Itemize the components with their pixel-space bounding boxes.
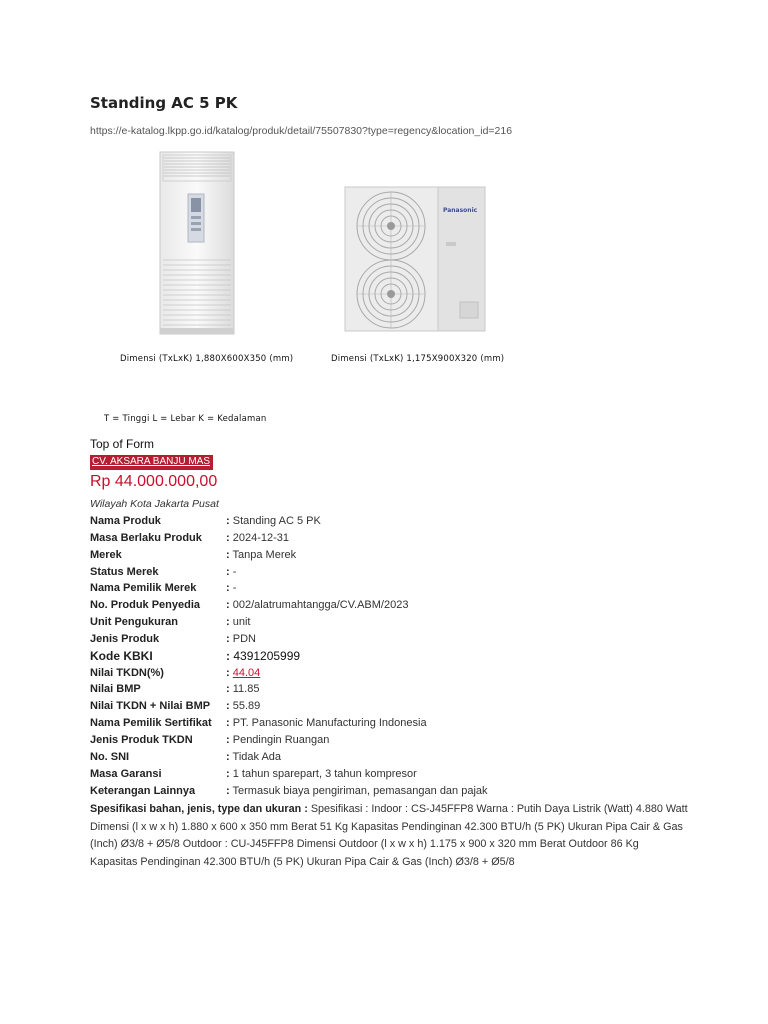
spec-label: Nama Produk: [90, 515, 161, 527]
spec-table: [90, 513, 690, 799]
spec-value: 002/alatrumahtangga/CV.ABM/2023: [232, 599, 409, 612]
specification-description: [90, 801, 688, 871]
spec-value: Standing AC 5 PK: [232, 515, 321, 527]
spec-label: Status Merek: [90, 565, 159, 578]
spec-label: Unit Pengukuran: [90, 616, 179, 629]
spec-row-jenis-tkdn: Jenis Produk TKDN : Pendingin Ruangan: [90, 732, 690, 749]
spec-label: No. Produk Penyedia: [90, 599, 201, 612]
spec-value: Termasuk biaya pengiriman, pemasangan dan pajak: [232, 784, 488, 797]
tkdn-value-link[interactable]: 44.04: [232, 666, 261, 679]
spec-row-tkdn-bmp: Nilai TKDN + Nilai BMP : 55.89: [90, 698, 690, 715]
spec-row-bmp: Nilai BMP : 11.85: [90, 681, 690, 698]
spec-value: -: [232, 582, 237, 595]
spec-row-tkdn: Nilai TKDN(%) : 44.04: [90, 665, 690, 682]
spec-value: PDN: [232, 632, 256, 645]
specification-text: Spesifikasi : Indoor : CS-J45FFP8 Warna : Putih Daya Listrik (Watt) 4.880 Watt Dimensi (l x w x h) 1.880 x 600 x 350 mm Berat 51 Kg Kapasitas Pendinginan 42.300 BTU/h (5 PK) Ukuran Pipa Cair & Gas (Inch) Ø3/8 + Ø5/8 Outdoor : CU-J45FFP8 Dimensi Outdoor (l x w x h) 1.175 x 900 x 320 mm Berat Outdoor 86 Kg Kapasitas Pendinginan 42.300 BTU/h (5 PK) Ukuran Pipa Cair & Gas (Inch) Ø3/8 + Ø5/8: [90, 803, 688, 868]
spec-row-sni: No. SNI : Tidak Ada: [90, 749, 690, 766]
page-title: Standing AC 5 PK: [90, 94, 238, 112]
spec-value: PT. Panasonic Manufacturing Indonesia: [232, 717, 427, 730]
spec-label: No. SNI: [90, 750, 130, 763]
spec-row-pemilik-sertifikat: Nama Pemilik Sertifikat : PT. Panasonic Manufacturing Indonesia: [90, 715, 690, 732]
spec-row-merek: Merek : Tanpa Merek: [90, 547, 690, 564]
spec-row-nama-produk: Nama Produk : Standing AC 5 PK: [90, 513, 690, 530]
spec-row-no-produk: No. Produk Penyedia : 002/alatrumahtangga/CV.ABM/2023: [90, 597, 690, 614]
outdoor-brand-label: Panasonic: [443, 207, 478, 214]
spec-label: Nama Pemilik Sertifikat: [90, 717, 212, 730]
spec-value: Tidak Ada: [232, 750, 282, 763]
spec-value: 1 tahun sparepart, 3 tahun kompresor: [232, 767, 417, 780]
spec-row-masa-berlaku: Masa Berlaku Produk : 2024-12-31: [90, 530, 690, 547]
spec-value: 11.85: [232, 683, 260, 696]
spec-row-jenis-produk: Jenis Produk : PDN: [90, 631, 690, 648]
dimension-legend: T = Tinggi L = Lebar K = Kedalaman: [104, 414, 267, 424]
spec-label: Jenis Produk: [90, 632, 160, 645]
product-price: Rp 44.000.000,00: [90, 473, 218, 490]
spec-label: Masa Garansi: [90, 767, 162, 780]
spec-row-unit: Unit Pengukuran : unit: [90, 614, 690, 631]
spec-value: 4391205999: [233, 648, 301, 663]
spec-row-garansi: Masa Garansi : 1 tahun sparepart, 3 tahun kompresor: [90, 766, 690, 783]
product-url: https://e-katalog.lkpp.go.id/katalog/produk/detail/75507830?type=regency&location_id=216: [90, 125, 513, 137]
spec-label: Nama Pemilik Merek: [90, 582, 197, 595]
spec-value: 2024-12-31: [232, 531, 290, 544]
spec-label: Nilai BMP: [90, 683, 141, 696]
vendor-link[interactable]: CV. AKSARA BANJU MAS: [90, 455, 213, 470]
specification-label: Spesifikasi bahan, jenis, type dan ukuran :: [90, 803, 308, 815]
spec-label: Nilai TKDN(%): [90, 666, 164, 679]
indoor-dimension-caption: Dimensi (TxLxK) 1,880X600X350 (mm): [120, 354, 294, 364]
spec-label: Kode KBKI: [90, 648, 153, 663]
spec-value: -: [232, 565, 237, 578]
spec-value: Tanpa Merek: [232, 548, 297, 561]
outdoor-unit-image: [342, 184, 488, 336]
spec-value: 55.89: [232, 700, 261, 713]
spec-row-pemilik-merek: Nama Pemilik Merek : -: [90, 580, 690, 597]
spec-value: unit: [232, 616, 251, 629]
outdoor-dimension-caption: Dimensi (TxLxK) 1,175X900X320 (mm): [331, 354, 505, 364]
spec-label: Nilai TKDN + Nilai BMP: [90, 700, 211, 713]
spec-label: Keterangan Lainnya: [90, 784, 196, 797]
spec-row-kode-kbki: Kode KBKI : 4391205999: [90, 648, 301, 663]
region-label: Wilayah Kota Jakarta Pusat: [90, 498, 219, 510]
spec-value: Pendingin Ruangan: [232, 733, 330, 746]
top-of-form-label: Top of Form: [90, 437, 155, 451]
spec-label: Masa Berlaku Produk: [90, 531, 202, 544]
spec-row-keterangan: Keterangan Lainnya : Termasuk biaya pengiriman, pemasangan dan pajak: [90, 783, 690, 800]
spec-label: Merek: [90, 548, 122, 561]
spec-row-status-merek: Status Merek : -: [90, 564, 690, 581]
spec-label: Jenis Produk TKDN: [90, 733, 193, 746]
indoor-unit-image: [158, 150, 236, 336]
